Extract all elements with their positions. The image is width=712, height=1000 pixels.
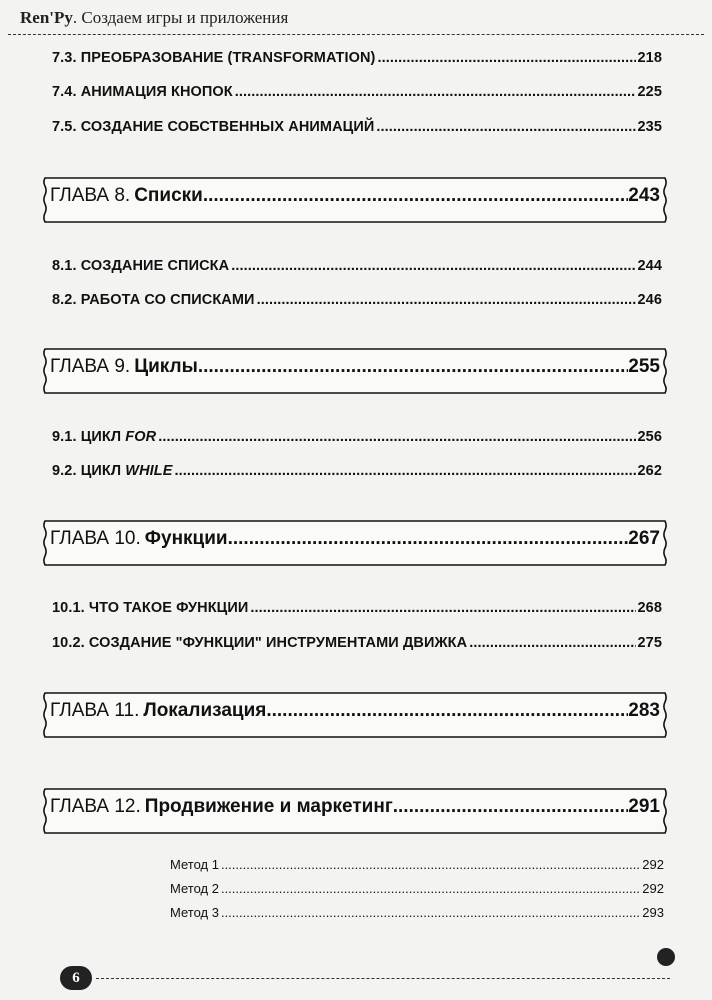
chapter-10-box[interactable] — [42, 518, 668, 568]
header-book-name: Ren'Py — [20, 8, 73, 27]
entry-keyword: WHILE — [125, 463, 173, 479]
header-subtitle: . Создаем игры и приложения — [72, 8, 289, 27]
chapter-title: Продвижение и маркетинг — [144, 796, 393, 817]
toc-entry-page: 244 — [637, 258, 662, 274]
chapter-label: ГЛАВА 12. — [50, 796, 141, 817]
toc-entry-page: 225 — [637, 84, 662, 100]
toc-method-3[interactable] — [170, 905, 664, 920]
dot-leader — [469, 635, 635, 651]
chapter-11-box[interactable] — [42, 690, 668, 740]
entry-prefix: 9.1. ЦИКЛ — [52, 429, 122, 445]
dot-leader — [377, 50, 635, 66]
toc-entry-9-2[interactable] — [52, 463, 662, 479]
toc-method-1[interactable] — [170, 857, 664, 872]
toc-entry-8-2[interactable] — [52, 292, 662, 308]
chapter-label: ГЛАВА 8. — [50, 185, 131, 206]
toc-entry-7-3[interactable] — [52, 50, 662, 66]
dot-leader — [221, 857, 640, 872]
dot-leader — [250, 600, 635, 616]
method-page: 292 — [642, 881, 664, 896]
dot-leader — [376, 119, 635, 135]
toc-entry-10-2[interactable] — [52, 635, 662, 651]
dot-leader — [231, 258, 635, 274]
chapter-10-heading — [50, 528, 660, 550]
dot-leader — [221, 881, 640, 896]
toc-entry-page: 218 — [637, 50, 662, 66]
method-label: Метод 3 — [170, 905, 219, 920]
chapter-page: 243 — [628, 185, 660, 206]
toc-entry-label — [52, 463, 173, 479]
toc-entry-9-1[interactable] — [52, 429, 662, 445]
chapter-page: 267 — [628, 528, 660, 549]
toc-entry-label — [52, 429, 156, 445]
dot-leader — [393, 796, 629, 818]
chapter-label: ГЛАВА 9. — [50, 356, 131, 377]
chapter-page: 283 — [628, 700, 660, 721]
chapter-title: Функции — [144, 528, 228, 549]
toc-entry-label: 7.5. СОЗДАНИЕ СОБСТВЕННЫХ АНИМАЦИЙ — [52, 119, 375, 135]
toc-entry-label: 7.4. АНИМАЦИЯ КНОПОК — [52, 84, 233, 100]
chapter-title: Списки — [134, 185, 203, 206]
method-page: 292 — [642, 857, 664, 872]
dot-leader — [203, 185, 628, 207]
dot-leader — [198, 356, 628, 378]
toc-entry-page: 275 — [637, 635, 662, 651]
toc-entry-label: 10.1. ЧТО ТАКОЕ ФУНКЦИИ — [52, 600, 249, 616]
toc-entry-page: 246 — [637, 292, 662, 308]
method-label: Метод 1 — [170, 857, 219, 872]
running-header — [20, 8, 288, 28]
dot-leader — [221, 905, 640, 920]
chapter-12-heading — [50, 796, 660, 818]
dot-leader — [235, 84, 636, 100]
chapter-title: Циклы — [134, 356, 198, 377]
toc-entry-10-1[interactable] — [52, 600, 662, 616]
dot-leader — [228, 528, 629, 550]
dot-leader — [266, 700, 628, 722]
toc-entry-label: 10.2. СОЗДАНИЕ "ФУНКЦИИ" ИНСТРУМЕНТАМИ ДВИЖКА — [52, 635, 468, 651]
chapter-page: 291 — [628, 796, 660, 817]
toc-entry-page: 268 — [637, 600, 662, 616]
dot-leader — [175, 463, 636, 479]
page-number: 6 — [60, 966, 92, 990]
toc-entry-label: 8.1. СОЗДАНИЕ СПИСКА — [52, 258, 230, 274]
dot-leader — [158, 429, 635, 445]
chapter-title: Локализация — [143, 700, 267, 721]
toc-entry-7-5[interactable] — [52, 119, 662, 135]
entry-prefix: 9.2. ЦИКЛ — [52, 463, 122, 479]
toc-entry-7-4[interactable] — [52, 84, 662, 100]
chapter-8-heading — [50, 185, 660, 207]
footer-divider — [96, 978, 670, 979]
chapter-9-box[interactable] — [42, 346, 668, 396]
dot-leader — [257, 292, 636, 308]
header-divider — [8, 34, 704, 35]
toc-entry-8-1[interactable] — [52, 258, 662, 274]
chapter-11-heading — [50, 700, 660, 722]
toc-entry-label: 7.3. ПРЕОБРАЗОВАНИЕ (TRANSFORMATION) — [52, 50, 376, 66]
chapter-8-box[interactable] — [42, 175, 668, 225]
method-label: Метод 2 — [170, 881, 219, 896]
chapter-page: 255 — [628, 356, 660, 377]
chapter-label: ГЛАВА 10. — [50, 528, 141, 549]
toc-method-2[interactable] — [170, 881, 664, 896]
entry-keyword: FOR — [125, 429, 157, 445]
method-page: 293 — [642, 905, 664, 920]
toc-entry-page: 262 — [637, 463, 662, 479]
toc-entry-label: 8.2. РАБОТА СО СПИСКАМИ — [52, 292, 255, 308]
footer-dot-icon — [657, 948, 675, 966]
toc-entry-page: 256 — [637, 429, 662, 445]
chapter-label: ГЛАВА 11. — [50, 700, 140, 721]
chapter-12-box[interactable] — [42, 786, 668, 836]
toc-entry-page: 235 — [637, 119, 662, 135]
chapter-9-heading — [50, 356, 660, 378]
